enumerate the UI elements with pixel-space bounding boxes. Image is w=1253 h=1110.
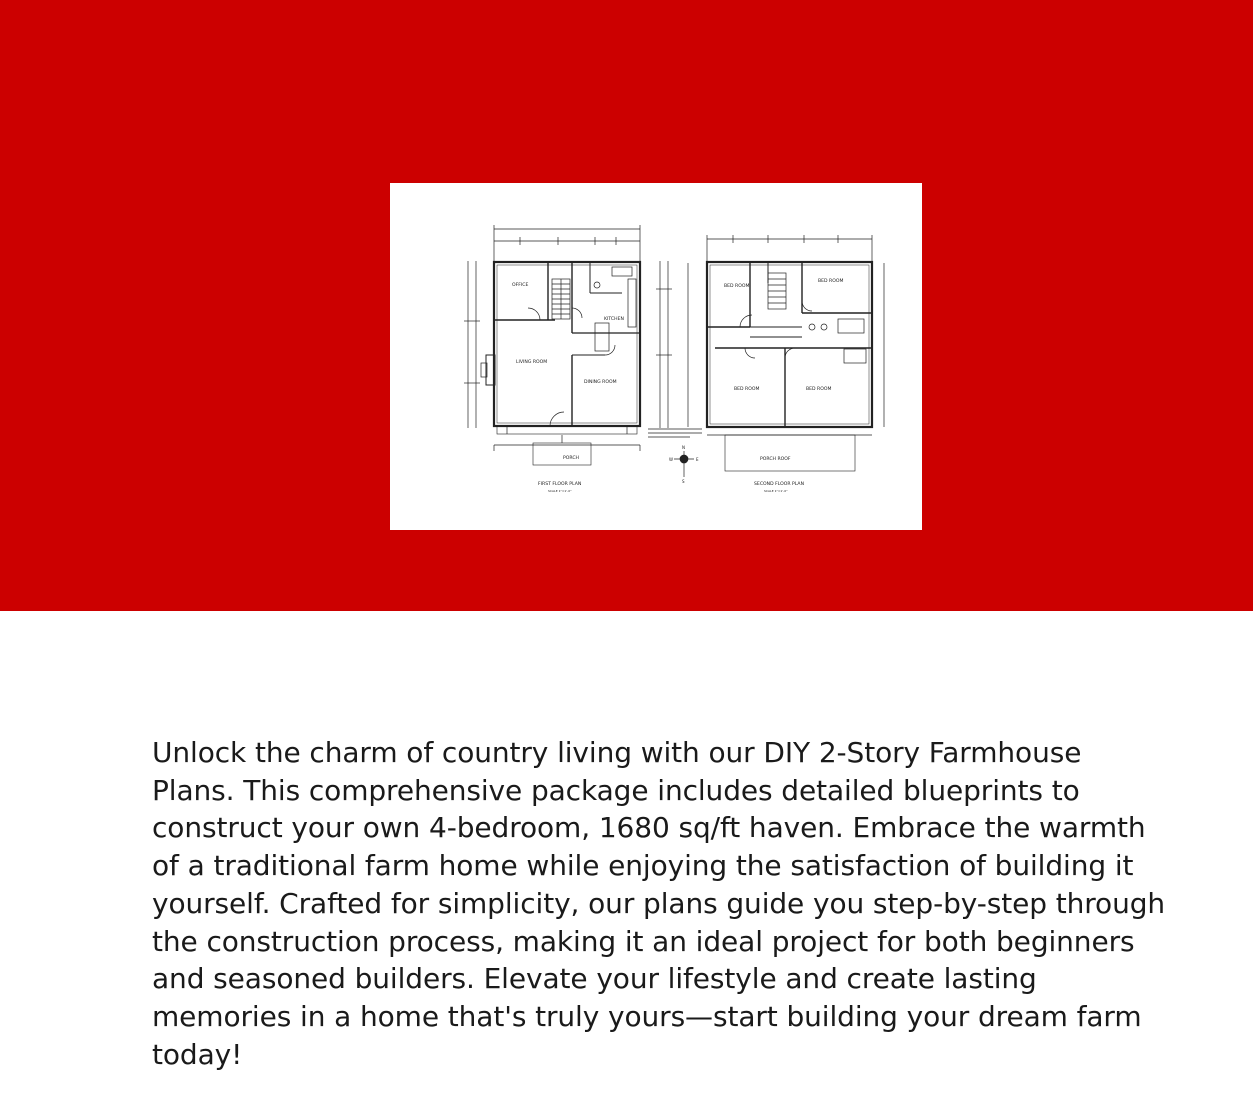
room-label-porch-roof: PORCH ROOF xyxy=(760,457,791,462)
floor-plan-image xyxy=(390,183,922,530)
room-label-porch: PORCH xyxy=(563,456,580,461)
room-label-bedroom-1: BED ROOM xyxy=(724,284,750,289)
room-label-dining: DINING ROOM xyxy=(584,380,617,385)
room-label-bedroom-4: BED ROOM xyxy=(806,387,832,392)
plan-note xyxy=(648,429,702,437)
second-floor-scale: SCALE 1"=1'-0" xyxy=(764,489,788,493)
first-floor-scale: SCALE 1"=1'-0" xyxy=(548,489,572,493)
room-label-office: OFFICE xyxy=(512,283,529,288)
second-floor-title: SECOND FLOOR PLAN xyxy=(754,482,805,487)
compass-west: W xyxy=(669,457,673,462)
room-label-kitchen: KITCHEN xyxy=(604,317,624,322)
compass-north: N xyxy=(682,445,685,450)
compass-east: E xyxy=(696,457,699,462)
compass-south: S xyxy=(682,479,685,484)
product-description: Unlock the charm of country living with our DIY 2-Story Farmhouse Plans. This comprehensive package includes detailed blueprints to construct your own 4-bedroom, 1680 sq/ft haven. Embrace the warmth of a traditional farm home while enjoying the satisfaction of building it yourself. Crafted for simplicity, our plans guide you step-by-step through the construction process, making it an ideal project for both beginners and seasoned builders. Elevate your lifestyle and create lasting memories in a home that's truly yours—start building your dream farm today! xyxy=(152,736,1166,1071)
room-label-living: LIVING ROOM xyxy=(516,360,548,365)
second-floor-plan xyxy=(688,235,884,471)
room-label-bedroom-2: BED ROOM xyxy=(818,279,844,284)
room-label-bedroom-3: BED ROOM xyxy=(734,387,760,392)
first-floor-title: FIRST FLOOR PLAN xyxy=(538,482,582,487)
first-floor-plan xyxy=(464,225,672,465)
compass-icon xyxy=(674,451,694,477)
